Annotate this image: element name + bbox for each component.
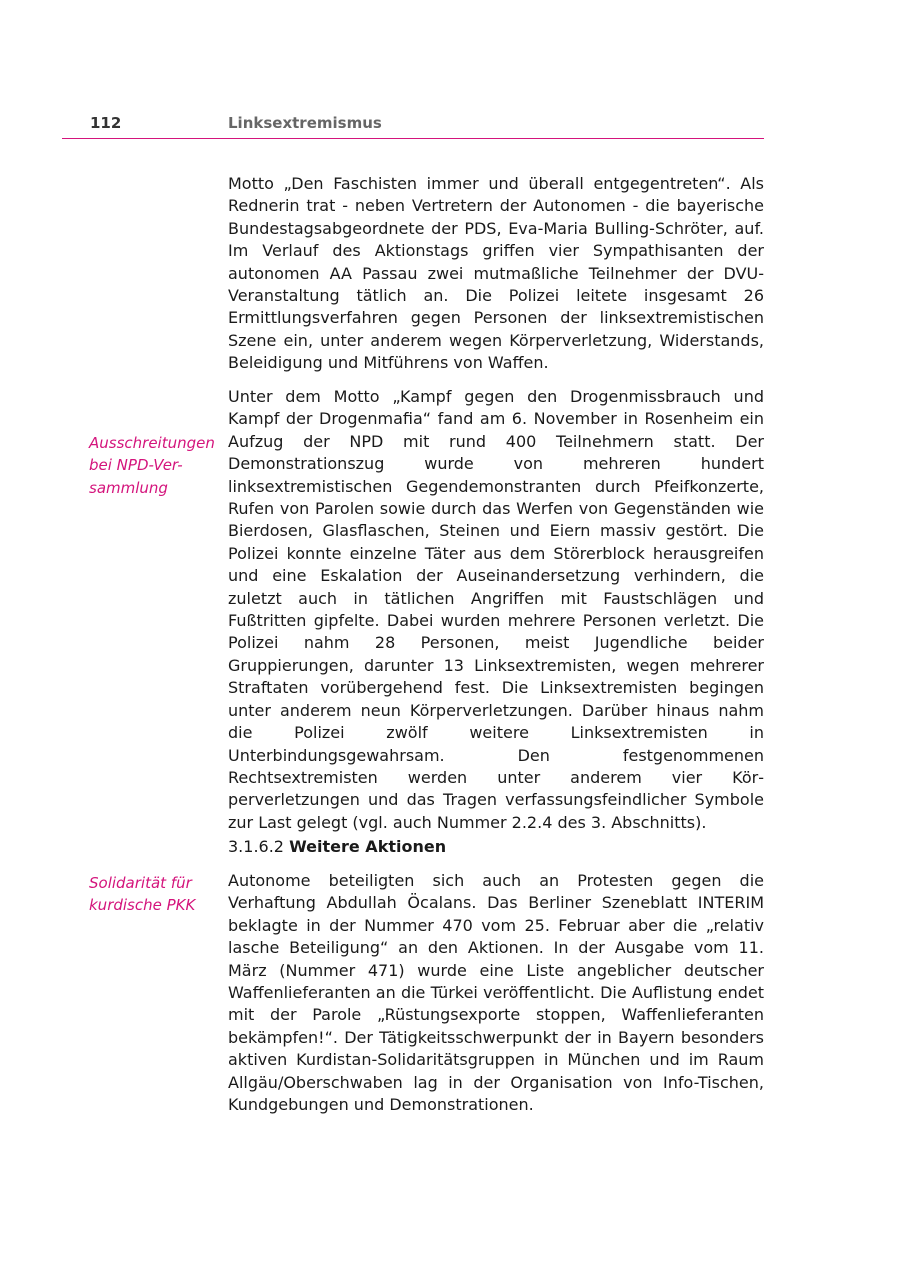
margin-note-line: bei NPD-Ver- (89, 456, 183, 475)
body-paragraph-3 (228, 870, 764, 1116)
section-heading (228, 836, 764, 858)
page-number: 112 (90, 114, 122, 132)
paragraph-text: Unter dem Motto „Kampf gegen den Drogenmissbrauch und Kampf der Drogenmafia“ fand am 6. November in Rosenheim ein Aufzug der NPD mit rund 400 Teilnehmern statt. Der Demonstrationszug wurde von mehreren hundert linksextremistischen Gegendemonstranten durch Pfeifkonzerte, Rufen von Parolen sowie durch das Werfen von Gegenständen wie Bierdosen, Glasflaschen, Steinen und Eiern massiv gestört. Die Polizei konnte einzelne Täter aus dem Störerblock herausgreifen und eine Eskalation der Auseinandersetzung verhindern, die zuletzt auch in tätlichen Angriffen mit Faustschlägen und Fußtritten gipfelte. Dabei wurden mehrere Personen verletzt. Die Polizei nahm 28 Personen, meist Jugendliche beider Gruppierungen, darunter 13 Linksextremisten, wegen mehrerer Straftaten vorübergehend fest. Die Linksextremisten begingen unter anderem neun Körperverletzungen. Darüber hinaus nahm die Polizei zwölf weitere Linksextremisten in Unterbindungsgewahrsam. Den festgenommenen Rechtsextremisten werden unter anderem vier Körperverletzungen und das Tragen verfassungsfeindlicher Symbole zur Last gelegt (vgl. auch Nummer 2.2.4 des 3. Abschnitts). (228, 387, 764, 832)
margin-note-line: sammlung (89, 478, 168, 497)
body-paragraph-1 (228, 173, 764, 375)
margin-note-npd (89, 432, 219, 499)
margin-note-line: kurdische PKK (89, 896, 196, 915)
running-title: Linksextremismus (228, 114, 382, 132)
page-header (62, 114, 764, 139)
section-number: 3.1.6.2 (228, 837, 284, 856)
paragraph-text: Motto „Den Faschisten immer und überall entgegentreten“. Als Rednerin trat - neben Vertretern der Autonomen - die bayerische Bundestagsabgeordnete der PDS, Eva-Maria Bulling-Schröter, auf. Im Verlauf des Aktionstags griffen vier Sympathisanten der autonomen AA Passau zwei mutmaßliche Teilnehmer der DVU-Veranstaltung tätlich an. Die Polizei leitete insgesamt 26 Ermittlungsverfahren gegen Personen der linksextremistischen Szene ein, unter anderem wegen Körperverletzung, Widerstands, Beleidigung und Mitführens von Waffen. (228, 174, 764, 373)
margin-note-pkk (89, 872, 219, 917)
body-paragraph-2 (228, 386, 764, 834)
margin-note-line: Ausschreitungen (89, 434, 215, 452)
margin-note-line: Solidarität für (89, 874, 192, 892)
paragraph-text: Autonome beteiligten sich auch an Protesten gegen die Verhaftung Abdullah Öcalans. Das Berliner Szeneblatt INTERIM beklagte in der Nummer 470 vom 25. Februar aber die „relativ lasche Beteiligung“ an den Aktionen. In der Ausgabe vom 11. März (Nummer 471) wurde eine Liste angeblicher deutscher Waffenlieferanten an die Türkei veröffentlicht. Die Auflistung endet mit der Parole „Rüstungsexporte stoppen, Waffenlieferanten bekämpfen!“. Der Tätigkeitsschwerpunkt der in Bayern besonders aktiven Kurdistan-Solidaritätsgruppen in München und im Raum Allgäu/Oberschwaben lag in der Organisation von Info-Tischen, Kundgebungen und Demonstrationen. (228, 871, 764, 1115)
section-title: Weitere Aktionen (289, 837, 447, 856)
